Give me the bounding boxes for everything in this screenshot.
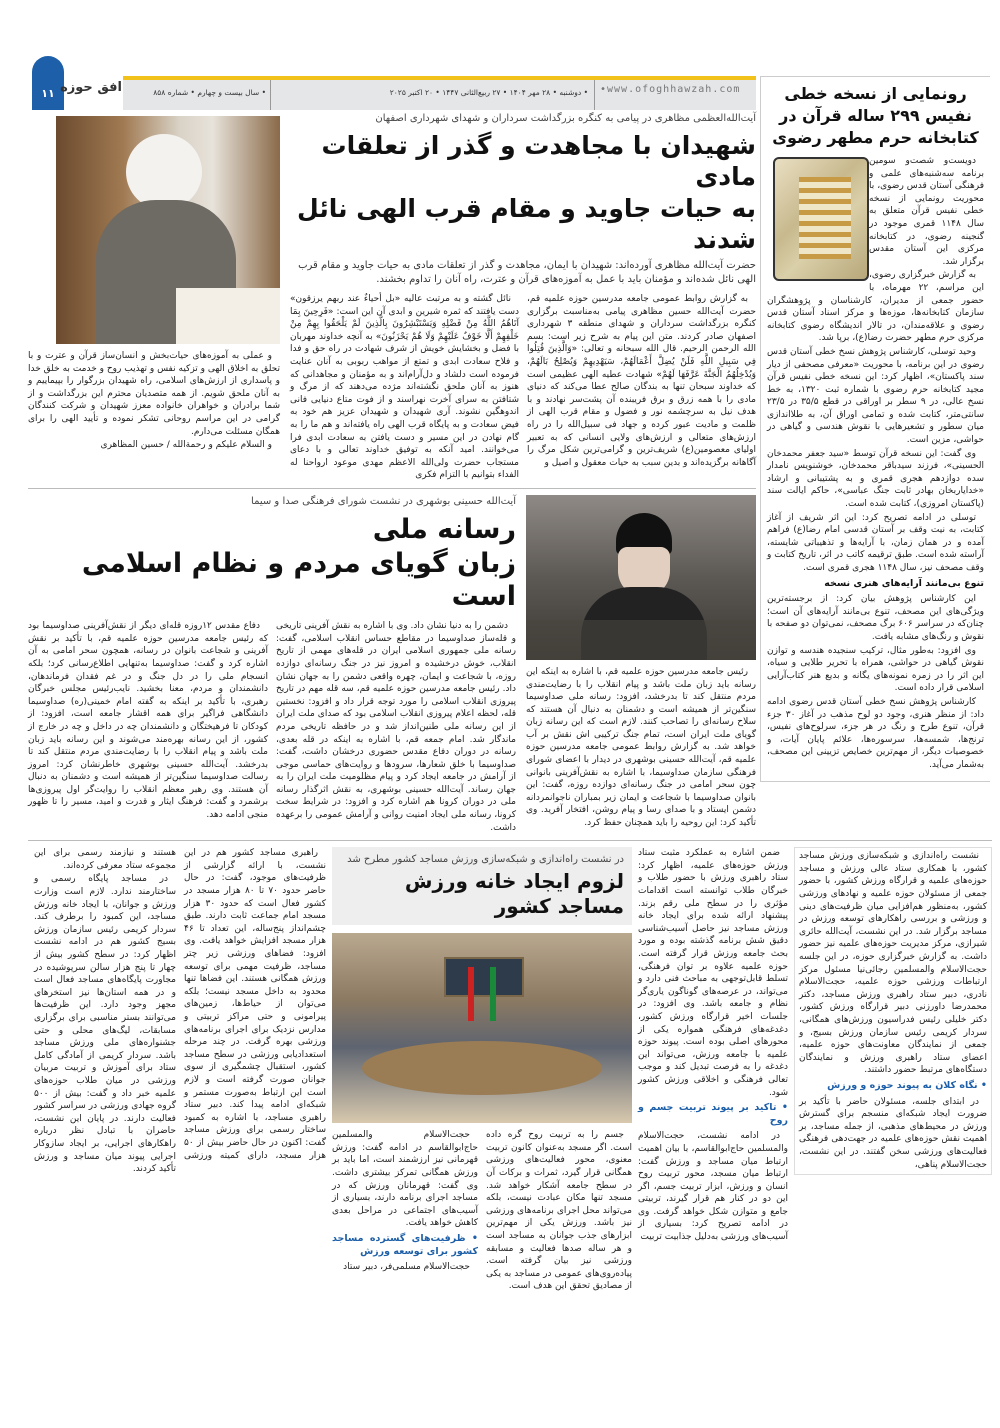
quran-manuscript-photo — [773, 157, 869, 281]
media-photo-area — [526, 495, 756, 831]
sport-title-box — [332, 847, 632, 925]
issue-date: • دوشنبه • ۲۸ مهر ۱۴۰۴ • ۲۷ ربیع‌الثانی ۱۴۴۷ • ۲۰ اکتبر ۲۰۲۵ — [389, 88, 588, 97]
sport-kicker: در نشست راه‌اندازی و شبکه‌سازی ورزش مساجد کشور مطرح شد — [347, 854, 624, 866]
sport-meeting-photo — [332, 933, 632, 1123]
sport-col-3: جسم را به تربیت روح گره داده است. اگر مسجد به‌عنوان کانون تربیت معنوی، محور فعالیت‌های ورزشی همگانی قرار گیرد، ثمرات و برکات آن در سطح جامعه آشکار خواهد شد. مسجد تنها مکان عبادت نیست، بلکه می‌تواند محل اجرای برنامه‌های ورزشی نیز باشد. ورزش یکی از مهم‌ترین ابزارهای جذب جوانان به مساجد است و هر ساله صدها فعالیت و مسابقه ورزشی نیز بیان گرفته است. پیاده‌روی‌های عمومی در مساجد به یکی از مصادیق تحقق این هدف است. — [486, 1130, 632, 1292]
martyrs-col-2: نائل گشته و به مرتبت عالیه «بل أحیاءٌ عند ربهم یرزقون» دست یافتند که ثمره شیرین و ابدی آن این است: «فَرِحِينَ بِمَا آتَاهُمُ اللَّهُ مِنْ فَضْلِهِ وَيَسْتَبْشِرُونَ بِالَّذِينَ لَمْ يَلْحَقُوا بِهِمْ مِنْ خَلْفِهِمْ أَلَّا خَوْفٌ عَلَيْهِمْ وَلَا هُمْ يَحْزَنُونَ» به آنچه خداوند مهربان با فضل و بخشایش خویش از شرف شهادت در راه حق و فدا و فلاح سعادت ابدی و تمتع از مواهب ربوبی به آنان عنایت فرموده است دلشاد و دل‌آرام‌اند و به مؤمنان و مجاهدانی که هنوز به آنان ملحق نگشته‌اند مژده می‌دهند که از مرگ و شتافتن به سرای آخرت نهراسند و از فوت متاع دنیایی فانی اندوهگین نشوند. آری شهیدان و شهیدان عزیز هم خود به فیض سعادت و به پایگاه قرب الهی راه یافته‌اند و هم ما را به گام نهادن در این مسیر و دست یافتن به سعادت ابدی فرا می‌خوانند. امید آنکه به توفیق خداوند تعالی و با دعای مستجاب حضرت ولی‌الله الاعظم مهدی موعود ارواحنا له الفداء بتوانیم با التزام فکری — [290, 294, 519, 481]
top-row — [28, 76, 992, 834]
sport-col-5: راهبری مساجد کشور هم در این نشست، با ارائه گزارشی از ظرفیت‌های موجود، گفت: در حال حاضر حدود ۷۰ تا ۸۰ هزار مسجد در کشور فعال است که حدود ۳۰ هزار مسجد امام جماعت ثابت دارند. طبق چشم‌انداز پنج‌ساله، این تعداد تا ۴۶ هزار مسجد افزایش خواهد یافت. وی افزود: فضاهای ورزشی زیر چتر مساجد، ظرفیت مهمی برای توسعه ورزش همگانی هستند. این فضاها تنها محدود به داخل مسجد نیست؛ بلکه می‌توان از حیاط‌ها، زمین‌های پیرامونی و حتی مراکز تربیتی و مدارس نزدیک برای اجرای برنامه‌های ورزشی بهره گرفت. در چند مرحله استعدادیابی ورزشی در سطح مساجد کشور، استقبال چشمگیری از سوی جوانان صورت گرفته است و لازم است این ارتباط به‌صورت مستمر و شبکه‌ای ادامه پیدا کند. دبیر ستاد راهبری مساجد، با اشاره به کمبود ساختار رسمی برای ورزش مساجد گفت: اکنون در حال حاضر بیش از ۵۰ هزار مسجد، دارای کمیته ورزشی هستند و نیازمند رسمی برای این مجموعه ستاد معرفی کرده‌اند. — [34, 848, 326, 1161]
divider — [270, 80, 271, 110]
divider — [594, 80, 595, 110]
martyrs-body — [290, 293, 756, 482]
sport-col-2: ضمن اشاره به عملکرد مثبت ستاد ورزش حوزه‌های علمیه، اظهار کرد: ستاد راهبری ورزش با حضور طلاب و خبرگان طلاب توانسته است اقدامات مؤثری را در سطح ملی رقم بزند. پیشنهاد ارائه شده برای ایجاد خانه ورزش مساجد نیز حاصل آسیب‌شناسی دقیق شش برنامه گذشته بوده و مورد بحث جامعه ورزش قرار گرفته است. حوزه علمیه علاوه بر توان فرهنگی، تسلط قابل‌توجهی به مباحث فنی دارد و می‌تواند، در عرصه‌های گوناگون یاری‌گر نظام و جامعه باشد. وی افزود: در جلسات اخیر قرارگاه ورزش کشور، دغدغه‌های فرهنگی همواره یکی از محورهای اصلی بوده است. پیوند حوزه علمیه با جامعه ورزش، می‌تواند این دغدغه را به فرصت تبدیل کند و موجب تعالی فرهنگی و اخلاقی ورزش کشور شود. • تاکید بر پیوند تربیت جسم و روح در ادامه نشست، حجت‌الاسلام والمسلمین حاج‌ابوالقاسم، با بیان اهمیت ارتباط میان مساجد و ورزش گفت: ارتباط میان مسجد، محور تربیت روح انسان و ورزش، ابزار تربیت جسم، اگر این دو در کنار هم قرار گیرند، تربیتی جامع و متوازن شکل خواهد گرفت. وی در ادامه تصریح کرد: بسیاری از آسیب‌های ورزشی به‌دلیل جذابیت تربیت — [638, 848, 788, 1243]
logo: افق حوزه — [60, 80, 122, 95]
martyrs-headline-line1: شهیدان با مجاهدت و گذر از تعلقات مادی — [321, 131, 756, 192]
page-number: ۱۱ — [41, 87, 55, 100]
issue-info: • سال بیست و چهارم • شماره ۸۵۸ — [153, 88, 266, 97]
website-link[interactable]: •www.ofoghhawzah.com — [600, 84, 741, 95]
signature: و السلام علیکم و رحمة‌الله / حسین المظاهری — [100, 440, 272, 451]
media-headline-line1: رسانه ملی — [372, 513, 516, 545]
martyrs-col-1: به گزارش روابط عمومی جامعه مدرسین حوزه علمیه قم، حضرت آیت‌الله حسین مظاهری پیامی به‌مناسبت برگزاری کنگره بزرگداشت سرداران و شهدای منطقه ۳ شهرداری اصفهان صادر کردند. متن این پیام به شرح زیر است: بسم الله الرحمن الرحیم. قال الله سبحانه و تعالی: «وَالَّذِينَ قُتِلُوا فِي سَبِيلِ اللَّهِ فَلَنْ يُضِلَّ أَعْمَالَهُمْ، سَيَهْدِيهِمْ وَيُصْلِحُ بَالَهُمْ، وَيُدْخِلُهُمُ الْجَنَّةَ عَرَّفَهَا لَهُمْ» شهادت عطیه الهی عظیمی است که خداوند سبحان تنها به بندگان صالح عطا می‌کند که دنیای مادی را با همه زرق و برق فریبنده آن پشت‌سر نهادند و با هدف نیل به سرچشمه نور و فضول و مقام قرب الهی از ظلمت و مادیت عبور کرده و جهاد فی سبیل‌الله را در راه ارزش‌های متعالی و ارزش‌های ولایی انسانی که به تعبیر اولیای معصومین(ع) شریف‌ترین و گرامی‌ترین شکل مرگ را آگاهانه برگزیده‌اند و بدین سبب به حیات معقول و اصیل و — [527, 294, 756, 468]
sport-col-6: در مساجد پایگاه رسمی و ساختارمند ندارد. لازم است وزارت ورزش و جوانان، با ایجاد خانه ورزش مساجد، این کمبود را برطرف کند. سردار کریمی رئیس سازمان ورزش بسیج کشور هم در ادامه نشست اظهار کرد: در سطح کشور بیش از چهار تا پنج هزار سالن سرپوشیده در مجاورت پایگاه‌های مساجد فعال است و در همه استان‌ها نیز استخرهای مجهز وجود دارد. این ظرفیت‌ها می‌توانند بستر مناسبی برای برگزاری مسابقات، لیگ‌های محلی و حتی جشنواره‌های ملی ورزش مساجد باشد. سردار کریمی از آمادگی کامل ستاد برای آموزش و تربیت مربیان ورزشی در میان طلاب حوزه‌های علمیه خبر داد و گفت: بیش از ۵۰۰ گروه جهادی ورزشی در سراسر کشور فعالیت دارند. در پایان این نشست، حاضران با تبادل نظر درباره راهکارهای اجرایی، بر ایجاد سازوکار اجرایی پیوند میان مساجد و ورزش تأکید کردند. — [34, 874, 176, 1175]
martyrs-photo-area — [28, 112, 280, 453]
media-body — [28, 620, 516, 834]
divider — [28, 488, 756, 489]
media-col-2: دشمن را به دنیا نشان داد. وی با اشاره به نقش آفرینی تاریخی و قله‌ساز صداوسیما در مقاطع حساس انقلاب اسلامی، گفت: رسانه ملی جمهوری اسلامی ایران در قله‌های مهمی از تاریخ انقلاب، خوش درخشیده و امروز نیز در جنگ رسانه‌ای دوازده روزه، با شجاعت و ایمان، چهره واقعی دشمن را به جهان نشان داد. رئیس جامعه مدرسین حوزه علمیه قم، سه قله مهم در تاریخ پیروزی انقلاب اسلامی را مورد توجه قرار داد و افزود: نخستین قله، لحظه اعلام پیروزی انقلاب اسلامی بود که صدای ملت ایران از این رسانه ملی طنین‌انداز شد و در حافظه تاریخی مردم ماندگار شد. امام جمعه قم، با اشاره به اینکه در قله بعدی، رسانه در دوران دفاع مقدس حضوری درخشان داشت، گفت: صداوسیما با خلق شعارها، سرودها و روایت‌های حماسی موجی از آرامش در جامعه ایجاد کرد و پیام مظلومیت ملت ایران را به جهان رساند. آیت‌الله حسینی بوشهری، به نقش اثرگذار رسانه ملی در دوران کرونا هم اشاره کرد و افزود: در شرایط سخت کرونا، رسانه ملی ایجاد امنیت روانی و آرامش عمومی را برعهده داشت. — [276, 621, 516, 833]
main-column — [28, 76, 756, 834]
martyrs-article — [28, 112, 756, 482]
sport-headline: لزوم ایجاد خانه ورزش مساجد کشور — [404, 869, 624, 919]
martyrs-lead: حضرت آیت‌الله مظاهری آورده‌اند: شهیدان با ایمان، مجاهدت و گذر از تعلقات مادی به حیات جاوید و مقام قرب الهی نائل شده‌اند و مؤمنان باید با عمل به آموزه‌های قرآن و عترت، راه آنان را تداوم بخشند. — [298, 260, 756, 285]
sport-subhead-1: • نگاه کلان به پیوند حوزه و ورزش — [827, 1079, 987, 1091]
quran-subhead: تنوع بی‌مانند آرایه‌های هنری نسخه — [824, 577, 984, 589]
quran-body: دویست‌و شصت‌و سومین برنامه سه‌شنبه‌های علمی و فرهنگی آستان قدس رضوی، با محوریت رونمایی از نسخه خطی نفیس قرآن متعلق به سال ۱۱۴۸ قمری موجود در گنجینه رضوی، در کتابخانه مرکزی این آستان مقدس برگزار شد. به گزارش خبرگزاری رضوی، این مراسم، ۲۲ مهرماه، با حضور جمعی از مدیران، کارشناسان و پژوهشگران سازمان کتابخانه‌ها، موزه‌ها و مرکز اسناد آستان قدس رضوی و علاقه‌مندان، در تالار اندیشگاه رضوی کتابخانه مرکزی حرم مطهر حضرت رضا(ع)، برپا شد. وحید توسلی، کارشناس پژوهش نسخ خطی آستان قدس رضوی در این برنامه، با محوریت «معرفی مصحفی از دیار سند پاکستان»، اظهار کرد: این نسخه خطی نفیس قرآن مجید کتابخانه حرم رضوی با شماره ثبت ۱۳۲۰، به خط نسخ عالی، در ۹ سطر بر اوراقی در قطع ۳۵/۵ در ۲۳/۵ سانتی‌متر، کتابت شده و تمامی اوراق آن، به طلااندازی میان سطور و تشعیرهایی با نقوش هندسی و گیاهی در حواشی، مزین است. وی گفت: این نسخه قرآن توسط «سید جعفر محمدخان الحسینی»، فرزند سیدباقر محمدخان، خوشنویس نامدار سده دوازدهم هجری قمری و به پشتیبانی و ارشاد «خدایاربخان بهادر ثابت جنگ عباسی»، حاکم ایالت سند (پاکستان امروزی)، کتابت شده است. توسلی در ادامه تصریح کرد: این اثر شریف از آغاز کتابت، به نیت وقف بر آستان قدسی امام رضا(ع) فراهم آمده و در همان زمان، با آرایه‌ها و تذهیباتی شایسته، آراسته شده است. طبق ترقیمه کاتب در اثر، تاریخ کتابت و وقف مصحف نیز، سال ۱۱۴۸ هجری قمری است. تنوع بی‌مانند آرایه‌های هنری نسخه این کارشناس پژوهش بیان کرد: از برجسته‌ترین ویژگی‌های این مصحف، تنوع بی‌مانند آرایه‌های آن است؛ چنان‌که در سراسر ۶۰۶ برگ مصحف، نمی‌توان دو صفحه با نقوش و رنگ‌های مشابه یافت. وی افزود: به‌طور مثال، ترکیب سنجیده هندسه و توازن نقوش گیاهی در حواشی، همراه با تحریر طلایی و سیاه، این اثر را در زمره نمونه‌های یگانه و بدیع هنر کتاب‌آرایی اسلامی قرار داده است. کارشناس پژوهش نسخ خطی آستان قدس رضوی ادامه داد: از منظر هنری، وجود دو لوح مذهب در آغاز ۳۰ جزء قرآن، تنوع طرح و رنگ در هر جزء، سرلوح‌های نفیس، ترنج‌ها، شمسه‌ها، سرسوره‌ها، علائم پایان آیات، و خصوصیات دیگر، از مهم‌ترین خصایص تزیینی این مصحف، به‌شمار می‌آید. — [767, 156, 984, 770]
media-col-3: دفاع مقدس ۱۲روزه قله‌ای دیگر از نقش‌آفرینی صداوسیما بود که رئیس جامعه مدرسین حوزه علمیه قم، با تأکید بر نقش آفرینی و شجاعت بانوان در رسانه، همچون سحر امامی به آن اشاره کرد و گفت: صداوسیما به‌تنهایی اطلاع‌رسانی کرد؛ بلکه انسجام ملی را در دل جنگ و در غم فقدان فرماندهان، دانشمندان و مردم، معنا بخشید. نایب‌رئیس مجلس خبرگان رهبری، با تأکید بر اینکه به گفته امام خمینی(ره) صداوسیما دانشگاهی فراگیر برای همه اقشار جامعه است، افزود: از کودکان تا فرهیختگان و دانشمندان چه در داخل و چه در خارج از کشور، از این رسانه بهره‌مند می‌شوند و این رسانه باید زبان ملت باشد و پیام انقلاب را با رضایت‌مندی مردم منتقل کند تا بدرخشد. آیت‌الله حسینی بوشهری خاطرنشان کرد: امروز رسالت صداوسیما سنگین‌تر از همیشه است و دشمنان به دنبال آن هستند. وی رهبر معظم انقلاب را روایت‌گر اول پیروزی‌ها برشمرد و گفت: فرهنگ ایثار و قدرت و امید، مسیر را تا ظهور منجی ادامه دهد. — [28, 621, 268, 821]
media-kicker: آیت‌الله حسینی بوشهری در نشست شورای فرهنگی صدا و سیما — [251, 495, 516, 507]
page — [28, 0, 992, 1293]
media-headline-line2: زبان گویای مردم و نظام اسلامی است — [81, 547, 516, 613]
quran-headline: رونمایی از نسخه خطی نفیس ۲۹۹ ساله قرآن در کتابخانه حرم مطهر رضوی — [772, 84, 979, 147]
sport-subhead-2: • تاکید بر پیوند تربیت جسم و روح — [638, 1102, 788, 1126]
sport-col-4: حجت‌الاسلام والمسلمین حاج‌ابوالقاسم در ادامه گفت: ورزش قهرمانی نیز ارزشمند است، اما باید بر ورزش همگانی تمرکز بیشتری داشت. وی گفت: قهرمانان ورزش که در مساجد اجرای برنامه دارند، بسیاری از آسیب‌های اجتماعی در مراحل بعدی کاهش خواهد یافت. — [332, 1130, 478, 1229]
ayatollah-bushehri-photo — [526, 495, 756, 660]
masthead — [28, 72, 756, 110]
sport-center-area — [332, 847, 632, 1293]
divider — [28, 840, 992, 841]
media-article — [28, 495, 756, 834]
sport-article — [28, 847, 992, 1293]
martyrs-text-area — [290, 112, 756, 482]
media-text-area — [28, 495, 516, 834]
quran-lead: دویست‌و شصت‌و سومین برنامه سه‌شنبه‌های علمی و فرهنگی آستان قدس رضوی، با محوریت رونمایی از نسخه خطی نفیس قرآن متعلق به سال ۱۱۴۸ قمری موجود در گنجینه رضوی، در کتابخانه مرکزی این آستان مقدس برگزار شد. — [869, 156, 984, 267]
sport-col-1: نشست راه‌اندازی و شبکه‌سازی ورزش مساجد کشور، با همکاری ستاد عالی ورزش و مساجد حوزه‌های علمیه و قرارگاه ورزش کشور، با حضور جمعی از مسئولان حوزه علمیه و نهادهای ورزشی کشور، به‌منظور هم‌افزایی میان ظرفیت‌های دینی و ورزشی و بررسی راهکارهای توسعه ورزش در مساجد برگزار شد. در این نشست، آیت‌الله حائری شیرازی، مرکز مدیریت حوزه‌های علمیه نیز حضور داشت. به گزارش خبرگزاری حوزه، در این جلسه حجت‌الاسلام والمسلمین رجائی‌نیا مسئول مرکز ارتباطات ورزشی حوزه علمیه، حجت‌الاسلام نادری، دبیر ستاد راهبری ورزش مساجد، دکتر محمدرضا داورزنی دبیر قرارگاه ورزش کشور، دکتر خلیلی رئیس فدراسیون ورزش‌های همگانی، سردار کریمی رئیس سازمان ورزش بسیج، و جمعی از نمایندگان معاونت‌های حوزه علمیه، اعضای ستاد راهبری ورزش و نمایندگان دستگاه‌های مرتبط حضور داشتند. • نگاه کلان به پیوند حوزه و ورزش در ابتدای جلسه، مسئولان حاضر با تأکید بر ضرورت ایجاد شبکه‌ای منسجم برای گسترش ورزش در محیط‌های مذهبی، از جمله مساجد، بر اهمیت نقش حوزه‌های علمیه در جهت‌دهی فرهنگی فعالیت‌های ورزشی سخن گفتند. در این نشست، حجت‌الاسلام پناهی، — [794, 847, 992, 1175]
martyrs-col-3: و عملی به آموزه‌های حیات‌بخش و انسان‌ساز قرآن و عترت و با تحلق به اخلاق الهی و تزکیه نفس و تهذیب روح و خدمت به خلق خدا و پاسداری از ارزش‌های اسلامی، راه شهیدان بزرگوار را بپیماییم و به آنان ملحق شویم. از همه متصدیان محترم این بزرگداشت و از شما برادران و خواهران خانواده معزز شهیدان و شرکت کنندگان گرامی در این مراسم روحانی تشکر نموده و تأیید الهی را برای همگان مسئلت می‌دارم. و السلام علیکم و رحمة‌الله / حسین المظاهری — [28, 351, 280, 451]
ayatollah-mazaheri-photo — [56, 116, 280, 344]
martyrs-headline-line2: به حیات جاوید و مقام قرب الهی نائل شدند — [297, 193, 756, 254]
quran-article — [760, 76, 990, 782]
sport-center-body: جسم را به تربیت روح گره داده است. اگر مسجد به‌عنوان کانون تربیت معنوی، محور فعالیت‌های ورزشی همگانی قرار گیرد، ثمرات و برکات آن در سطح جامعه آشکار خواهد شد. مسجد تنها مکان عبادت نیست، بلکه می‌تواند محل اجرای برنامه‌های ورزشی نیز باشد. ورزش یکی از مهم‌ترین ابزارهای جذب جوانان به مساجد است و هر ساله صدها فعالیت و مسابقه ورزشی نیز بیان گرفته است. پیاده‌روی‌های عمومی در مساجد به یکی از مصادیق تحقق این هدف است. حجت‌الاسلام والمسلمین حاج‌ابوالقاسم در ادامه گفت: ورزش قهرمانی نیز ارزشمند است، اما باید بر ورزش همگانی تمرکز بیشتری داشت. وی گفت: قهرمانان ورزش که در مساجد اجرای برنامه دارند، بسیاری از آسیب‌های اجتماعی در مراحل بعدی کاهش خواهد یافت. • ظرفیت‌های گسترده مساجد کشور برای توسعه ورزش حجت‌الاسلام مسلمی‌فر، دبیر ستاد — [332, 1130, 632, 1292]
sport-left-body — [34, 847, 326, 1175]
media-col-1: رئیس جامعه مدرسین حوزه علمیه قم، با اشاره به اینکه این رسانه باید زبان ملت باشد و پیام انقلاب را با رضایت‌مندی مردم منتقل کند تا بدرخشد، افزود: رسانه ملی صداوسیما سنگین‌تر از همیشه است و دشمنان به دنبال آن هستند که سلاح رسانه‌ای را تصاحب کنند. لازم است که این رسانه زبان گویای ملت ایران است، تمام جنگ ترکیبی اش نقش بر آب خواهد شد. به گزارش روابط عمومی جامعه مدرسین حوزه علمیه قم، آیت‌الله حسینی بوشهری در دیدار با اعضای شورای فرهنگی سازمان صداوسیما، با اشاره به نقش‌آفرینی بانوانی چون سحر امامی در جنگ رسانه‌ای دوازده روزه، گفت: این بانوان صداوسیما با شجاعت و ایمان زیر بمباران ناجوانمردانه دشمن ایستاد و با صدای رسا و پیام روشن، افتخار آفرید. وی تأکید کرد: این روحیه را باید همچنان حفظ کرد. — [526, 666, 756, 829]
sport-subhead-3: • ظرفیت‌های گسترده مساجد کشور برای توسعه ورزش — [332, 1233, 478, 1257]
martyrs-kicker: آیت‌الله‌العظمی مظاهری در پیامی به کنگره بزرگداشت سرداران و شهدای شهرداری اصفهان — [375, 113, 756, 124]
